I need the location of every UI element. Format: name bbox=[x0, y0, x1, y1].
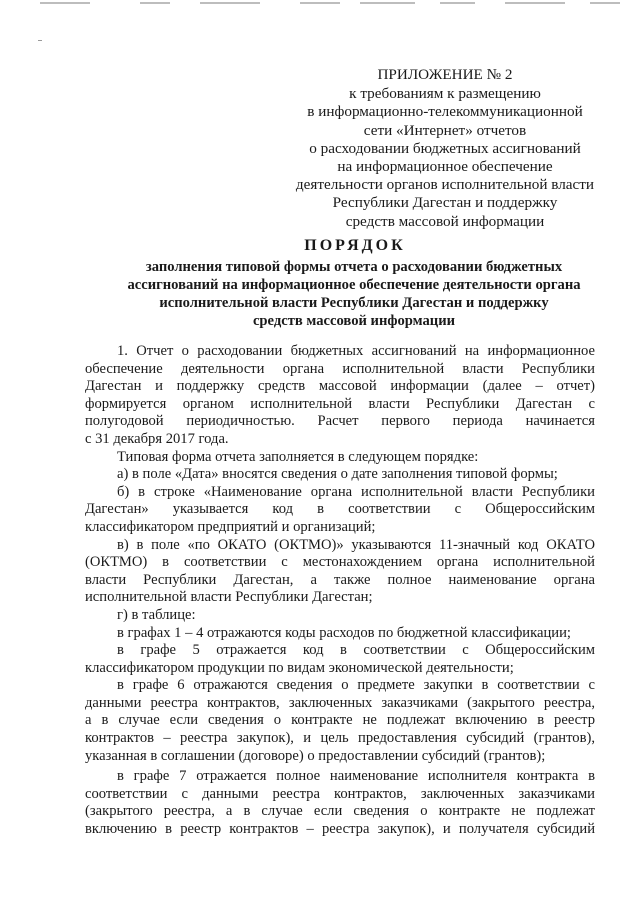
text-line: 1. Отчет о расходовании бюджетных ассигнований на информационное bbox=[117, 343, 595, 359]
text-line: обеспечение деятельности органа исполнительной власти Республики bbox=[85, 360, 595, 377]
text-line: контрактов – реестра закупок), и цель предоставления субсидий (грантов), bbox=[85, 730, 595, 747]
text-line: соответствии с данными реестра контрактов, заключенных заказчиками bbox=[85, 785, 595, 802]
text-line: в графе 7 отражается полное наименование исполнителя контракта в bbox=[117, 768, 595, 785]
subtitle-line: заполнения типовой формы отчета о расходовании бюджетных bbox=[145, 259, 563, 275]
annex-line: средств массовой информации bbox=[345, 212, 545, 230]
paragraph-form-intro bbox=[85, 449, 595, 467]
text-line: классификатором продукции по видам экономической деятельности; bbox=[85, 659, 514, 676]
text-line: а) в поле «Дата» вносятся сведения о дате заполнения типовой формы; bbox=[117, 466, 558, 483]
subtitle-line: средств массовой информации bbox=[252, 313, 456, 329]
paragraph-item-v bbox=[85, 537, 595, 607]
text-line: классификатором предприятий и организаций; bbox=[85, 518, 376, 535]
text-line: указанная в соглашении (договоре) о предоставлении субсидий (грантов); bbox=[85, 747, 546, 764]
paragraph-column-5 bbox=[85, 642, 595, 677]
text-line: в графе 5 отражается код в соответствии с Общероссийским bbox=[117, 642, 595, 659]
scan-top-edge bbox=[0, 0, 640, 8]
text-line: включению в реестр контрактов – реестра закупок), и получателя субсидий bbox=[85, 821, 595, 838]
text-line: Дагестан» указывается код в соответствии с Общероссийским bbox=[85, 501, 595, 518]
document-subtitle bbox=[88, 258, 620, 330]
text-line: полугодовой периодичностью. Расчет первого периода начинается bbox=[85, 413, 595, 430]
annex-line: в информационно-телекоммуникационной bbox=[307, 103, 583, 121]
text-line: формируется органом исполнительной власти Республики Дагестан с bbox=[85, 395, 595, 412]
paragraph-item-g bbox=[85, 607, 595, 625]
text-line: Дагестан и поддержку средств массовой информации (далее – отчет) bbox=[85, 378, 595, 395]
annex-line: к требованиям к размещению bbox=[349, 85, 541, 103]
subtitle-line: исполнительной власти Республики Дагестан и поддержку bbox=[159, 295, 549, 311]
annex-title: ПРИЛОЖЕНИЕ № 2 bbox=[377, 66, 513, 83]
text-line: (ОКТМО) в соответствии с местонахождением органа исполнительной bbox=[85, 554, 595, 571]
annex-line: о расходовании бюджетных ассигнований bbox=[309, 139, 581, 157]
subtitle-line: ассигнований на информационное обеспечение деятельности органа bbox=[127, 277, 581, 293]
paragraph-column-7 bbox=[85, 768, 595, 838]
text-line: данными реестра контрактов, заключенных заказчиками (закрытого реестра, bbox=[85, 694, 595, 711]
text-line: в) в поле «по ОКАТО (ОКТМО)» указываются 11-значный код ОКАТО bbox=[117, 536, 595, 553]
text-line: а в случае если сведения о контракте не подлежат включению в реестр bbox=[85, 712, 595, 729]
annex-line: сети «Интернет» отчетов bbox=[363, 121, 527, 139]
text-line: (закрытого реестра, а в случае если сведения о контракте не подлежат bbox=[85, 803, 595, 820]
text-line: власти Республики Дагестан, а также полное наименование органа bbox=[85, 571, 595, 588]
text-line: г) в таблице: bbox=[117, 606, 196, 623]
paragraph-1 bbox=[85, 343, 595, 449]
text-line: Типовая форма отчета заполняется в следующем порядке: bbox=[117, 448, 479, 465]
document-title: ПОРЯДОК bbox=[304, 237, 406, 254]
annex-line: деятельности органов исполнительной власти bbox=[295, 176, 595, 194]
paragraph-item-a bbox=[85, 466, 595, 484]
annex-line: на информационное обеспечение bbox=[337, 158, 553, 176]
paragraph-item-b bbox=[85, 484, 595, 537]
annex-line: Республики Дагестан и поддержку bbox=[332, 194, 558, 212]
text-line: с 31 декабря 2017 года. bbox=[85, 430, 229, 447]
text-line: исполнительной власти Республики Дагестан; bbox=[85, 589, 373, 606]
scan-speck bbox=[38, 40, 42, 41]
text-line: в графах 1 – 4 отражаются коды расходов по бюджетной классификации; bbox=[117, 624, 571, 641]
paragraph-columns-1-4 bbox=[85, 625, 595, 643]
document-body bbox=[85, 343, 595, 839]
text-line: б) в строке «Наименование органа исполнительной власти Республики bbox=[117, 483, 595, 500]
annex-block bbox=[270, 66, 620, 231]
paragraph-column-6 bbox=[85, 677, 595, 765]
text-line: в графе 6 отражаются сведения о предмете закупки в соответствии с bbox=[117, 677, 595, 694]
